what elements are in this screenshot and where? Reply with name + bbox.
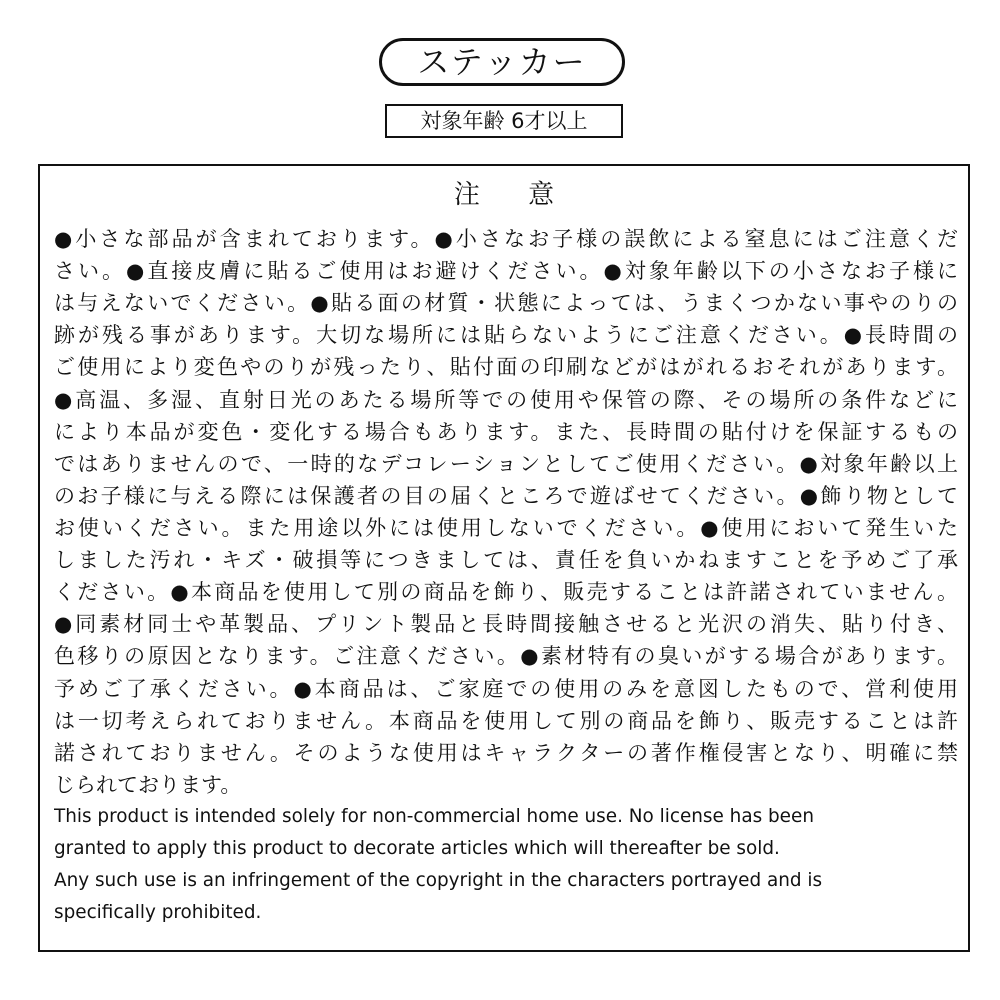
notice-box [38, 164, 970, 952]
notice-line: 諾されておりません。そのような使用はキャラクターの著作権侵害となり、明確に禁 [54, 740, 958, 765]
notice-line: は一切考えられておりません。本商品を使用して別の商品を飾り、販売することは許 [54, 708, 958, 733]
notice-line: ●同素材同士や革製品、プリント製品と長時間接触させると光沢の消失、貼り付き、 [54, 612, 958, 637]
notice-line: ではありませんので、一時的なデコレーションとしてご使用ください。●対象年齢以上 [54, 451, 958, 476]
notice-line: お使いください。また用途以外には使用しないでください。●使用において発生いた [54, 515, 958, 540]
notice-line: により本品が変色・変化する場合もあります。また、長時間の貼付けを保証するもの [54, 419, 958, 444]
notice-line: 色移りの原因となります。ご注意ください。●素材特有の臭いがする場合があります。 [54, 644, 958, 669]
notice-line: じられております。 [54, 772, 242, 797]
english-notice-line: specifically prohibited. [54, 901, 262, 923]
age-rating-label: 対象年齢 6才以上 [385, 104, 623, 138]
product-type-badge: ステッカー [379, 38, 625, 86]
notice-line: 跡が残る事があります。大切な場所には貼らないようにご注意ください。●長時間の [54, 323, 958, 348]
english-notice-line: granted to apply this product to decorate articles which will thereafter be sold. [54, 837, 780, 859]
notice-line: は与えないでください。●貼る面の材質・状態によっては、うまくつかない事やのりの [54, 291, 958, 316]
notice-line: ください。●本商品を使用して別の商品を飾り、販売することは許諾されていません。 [54, 580, 958, 605]
notice-line: のお子様に与える際には保護者の目の届くところで遊ばせてください。●飾り物として [54, 483, 958, 508]
english-notice-line: Any such use is an infringement of the copyright in the characters portrayed and is [54, 869, 823, 891]
notice-text [54, 223, 958, 929]
notice-line: ご使用により変色やのりが残ったり、貼付面の印刷などがはがれるおそれがあります。 [54, 355, 958, 380]
notice-line: ●小さな部品が含まれております。●小さなお子様の誤飲による窒息にはご注意くだ [54, 227, 958, 251]
notice-line: ●高温、多湿、直射日光のあたる場所等での使用や保管の際、その場所の条件などに [54, 387, 958, 412]
notice-heading: 注 意 [453, 180, 575, 210]
notice-line: 予めご了承ください。●本商品は、ご家庭での使用のみを意図したもので、営利使用 [54, 676, 958, 701]
notice-line: しました汚れ・キズ・破損等につきましては、責任を負いかねますことを予めご了承 [54, 548, 958, 573]
notice-line: さい。●直接皮膚に貼るご使用はお避けください。●対象年齢以下の小さなお子様に [54, 259, 958, 284]
english-notice-line: This product is intended solely for non-commercial home use. No license has been [54, 805, 814, 827]
